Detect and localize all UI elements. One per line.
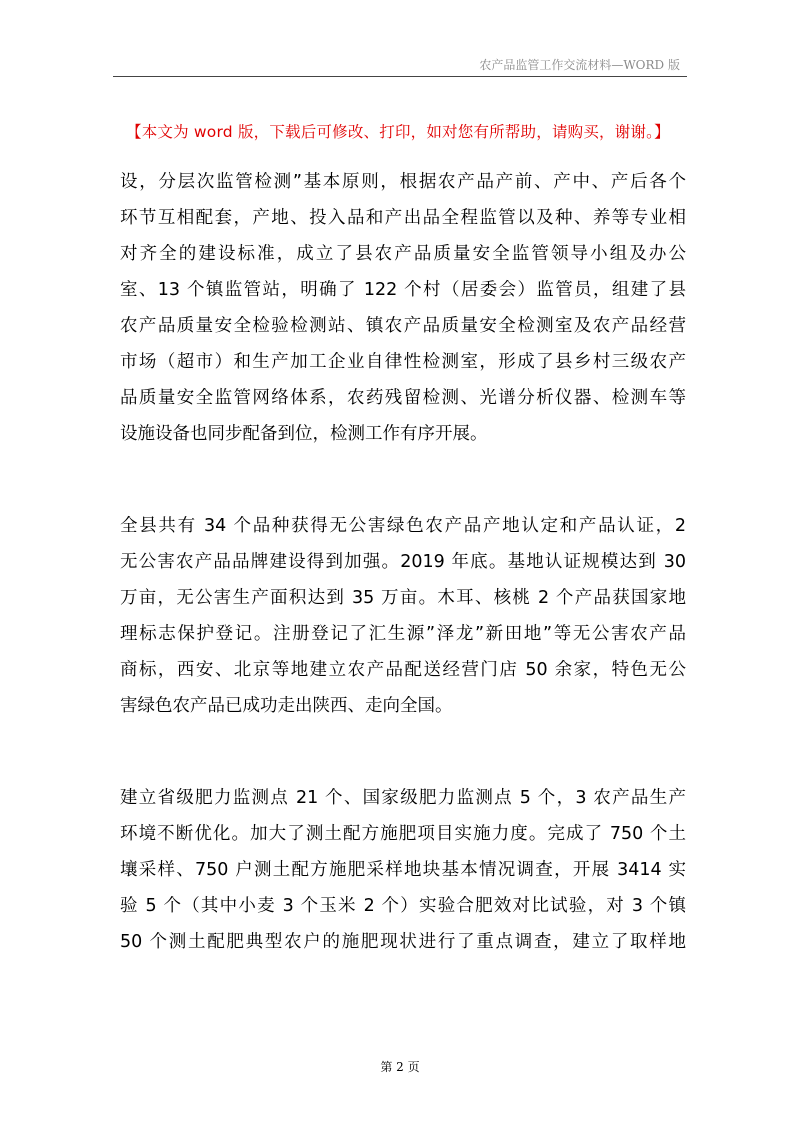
- paragraph-1: [120, 164, 686, 452]
- text-line: 室、13 个镇监管站，明确了 122 个村（居委会）监管员，组建了县: [120, 280, 686, 300]
- page-number: 第 2 页: [380, 1060, 420, 1074]
- paragraph-spacer: [120, 452, 686, 508]
- text-line: 无公害农产品品牌建设得到加强。2019 年底。基地认证规模达到 30: [120, 552, 686, 572]
- download-notice: 【本文为 word 版，下载后可修改、打印，如对您有所帮助，请购买，谢谢。】: [126, 123, 670, 141]
- text-line: 全县共有 34 个品种获得无公害绿色农产品产地认定和产品认证，2: [120, 516, 686, 536]
- text-line: 环节互相配套，产地、投入品和产出品全程监管以及种、养等专业相: [120, 208, 686, 228]
- text-line: 壤采样、750 户测土配方施肥采样地块基本情况调查，开展 3414 实: [120, 860, 686, 880]
- text-line: 理标志保护登记。注册登记了汇生源”泽龙”新田地”等无公害农产品: [120, 624, 686, 644]
- paragraph-2: [120, 508, 686, 724]
- text-line: 商标，西安、北京等地建立农产品配送经营门店 50 余家，特色无公: [120, 660, 686, 680]
- text-line: 建立省级肥力监测点 21 个、国家级肥力监测点 5 个，3 农产品生产: [120, 788, 686, 808]
- paragraph-3: [120, 780, 686, 960]
- text-line: 对齐全的建设标准，成立了县农产品质量安全监管领导小组及办公: [120, 244, 686, 264]
- document-body: [120, 164, 686, 960]
- page-header-title: 农产品监管工作交流材料—WORD 版: [479, 58, 680, 72]
- text-line: 市场（超市）和生产加工企业自律性检测室，形成了县乡村三级农产: [120, 352, 686, 372]
- header-divider: [113, 76, 687, 77]
- text-line: 验 5 个（其中小麦 3 个玉米 2 个）实验合肥效对比试验，对 3 个镇: [120, 896, 686, 916]
- text-line: 设，分层次监管检测”基本原则，根据农产品产前、产中、产后各个: [120, 172, 686, 192]
- text-line: 万亩，无公害生产面积达到 35 万亩。木耳、核桃 2 个产品获国家地: [120, 588, 686, 608]
- text-line: 农产品质量安全检验检测站、镇农产品质量安全检测室及农产品经营: [120, 316, 686, 336]
- text-line: 品质量安全监管网络体系，农药残留检测、光谱分析仪器、检测车等: [120, 388, 686, 408]
- text-line: 环境不断优化。加大了测土配方施肥项目实施力度。完成了 750 个土: [120, 824, 686, 844]
- text-line: 害绿色农产品已成功走出陕西、走向全国。: [120, 696, 453, 716]
- paragraph-spacer: [120, 724, 686, 780]
- text-line: 设施设备也同步配备到位，检测工作有序开展。: [120, 424, 488, 444]
- text-line: 50 个测土配肥典型农户的施肥现状进行了重点调查，建立了取样地: [120, 932, 686, 952]
